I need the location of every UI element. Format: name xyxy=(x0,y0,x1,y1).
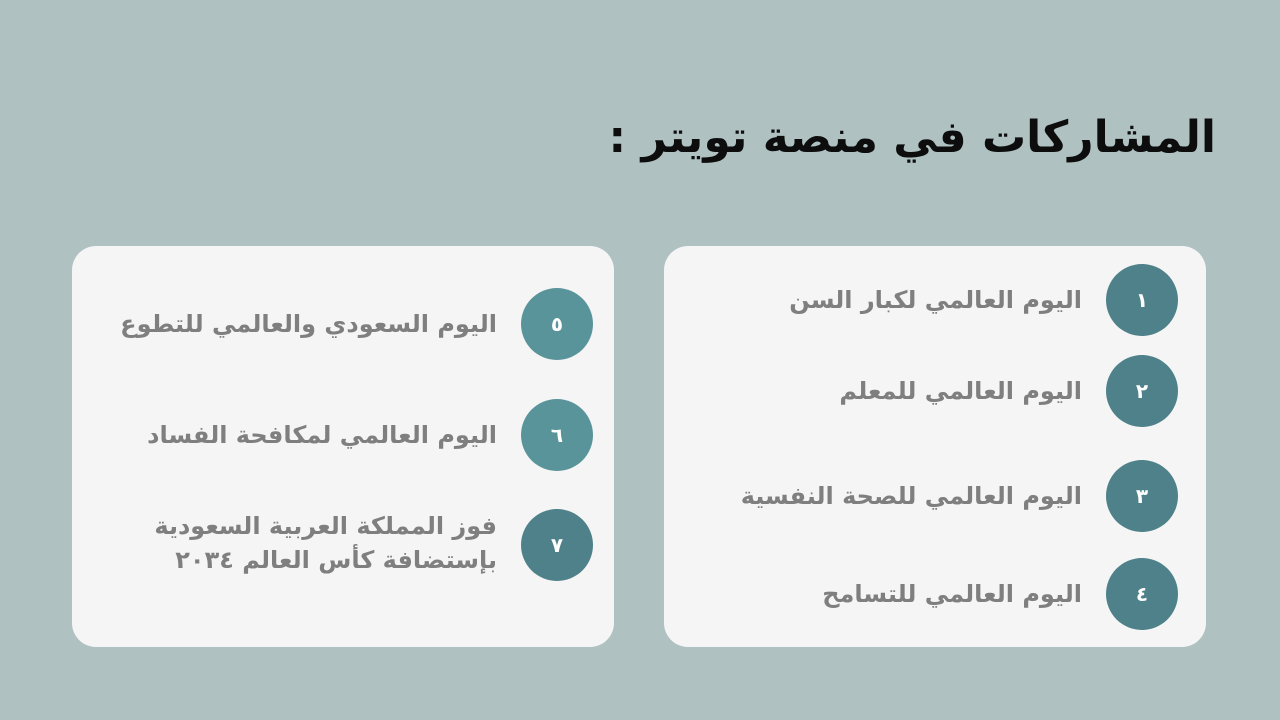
item-label: اليوم العالمي للصحة النفسية xyxy=(740,482,1082,510)
item-label-line-1: فوز المملكة العربية السعودية xyxy=(154,512,497,540)
item-label: اليوم السعودي والعالمي للتطوع xyxy=(120,310,497,338)
events-card-left xyxy=(72,246,614,647)
item-label xyxy=(154,509,497,577)
item-number-badge: ٦ xyxy=(521,399,593,471)
item-label: اليوم العالمي لمكافحة الفساد xyxy=(147,421,497,449)
item-number-badge: ٣ xyxy=(1106,460,1178,532)
item-label: اليوم العالمي للتسامح xyxy=(822,580,1082,608)
item-label-line-2: بإستضافة كأس العالم ٢٠٣٤ xyxy=(175,546,497,574)
page-title: المشاركات في منصة تويتر : xyxy=(608,112,1216,163)
item-label: اليوم العالمي للمعلم xyxy=(839,377,1082,405)
item-number-badge: ٧ xyxy=(521,509,593,581)
item-number-badge: ٥ xyxy=(521,288,593,360)
events-card-right xyxy=(664,246,1206,647)
item-label: اليوم العالمي لكبار السن xyxy=(789,286,1082,314)
item-number-badge: ٢ xyxy=(1106,355,1178,427)
item-number-badge: ١ xyxy=(1106,264,1178,336)
item-number-badge: ٤ xyxy=(1106,558,1178,630)
